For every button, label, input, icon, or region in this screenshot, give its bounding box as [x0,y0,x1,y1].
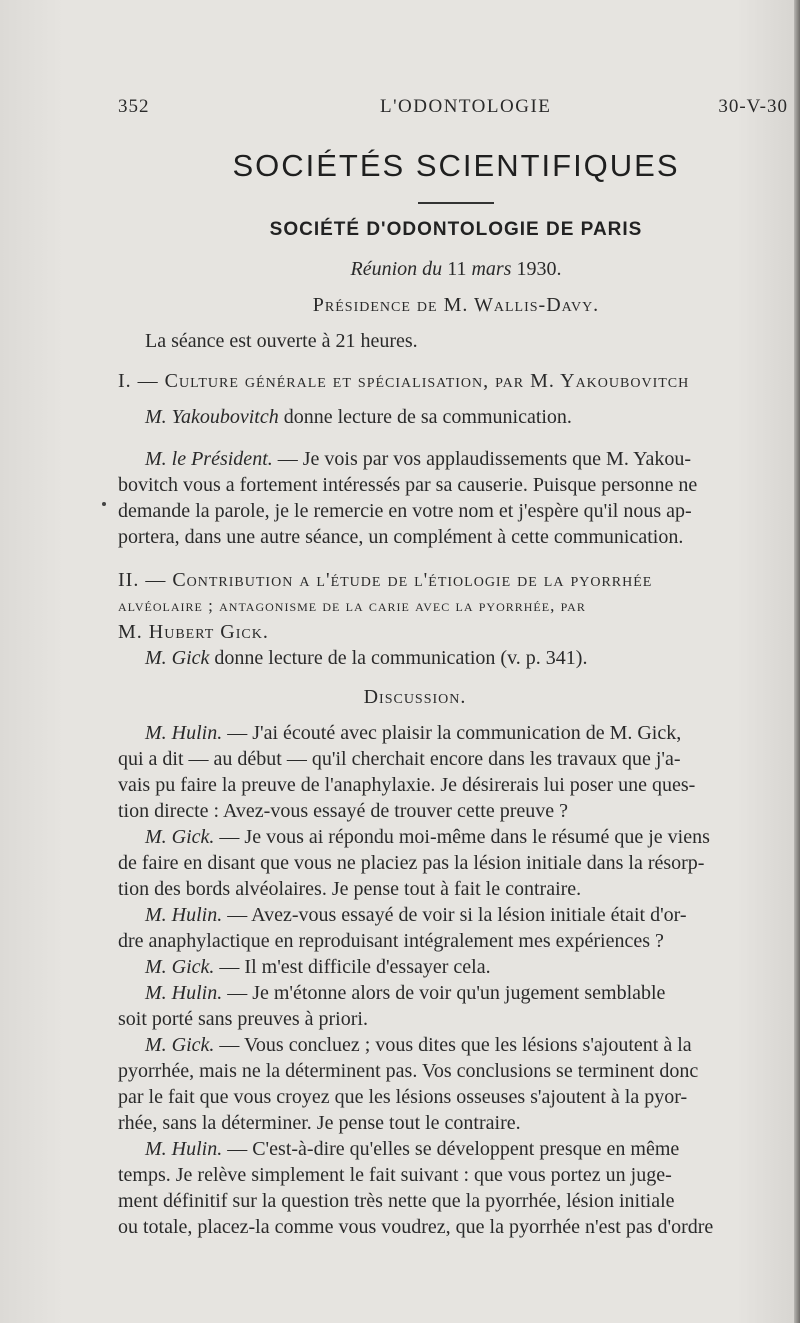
section-2-heading-1: II. — Contribution a l'étude de l'étiologie de la pyorrhée [118,569,653,591]
section-1 [118,368,790,430]
title-rule [418,202,494,204]
section-2-heading-2: alvéolaire ; antagonisme de la carie avec la pyorrhée, par [118,596,586,615]
discussion-heading-wrap [118,684,712,710]
running-header [118,96,788,126]
discussion-heading: Discussion. [363,686,467,708]
society-name: SOCIÉTÉ D'ODONTOLOGIE DE PARIS [269,219,643,240]
issue-date: 30-V-30 [718,96,788,117]
section-2-heading-3: M. Hubert Gick. [118,621,269,643]
meeting-date: Réunion du 11 mars 1930. [350,258,562,280]
section-1-text: M. Yakoubovitch donne lecture de sa communication. [145,406,572,428]
page-edge-shadow [794,0,800,1323]
section-title: SOCIÉTÉS SCIENTIFIQUES [232,148,680,183]
president-paragraph: M. le Président. — Je vois par vos applaudissements que M. Yakou- bovitch vous a fortement intéressés par sa causerie. Puisque personne ne demande la parole, je le remercie en votre nom et j'espère qu'il nous ap- portera, dans une autre séance, un complément à cette communication. [118,448,698,548]
discussion: M. Hulin. — J'ai écouté avec plaisir la communication de M. Gick, qui a dit — au début — qu'il cherchait encore dans les travaux que j'a- vais pu faire la preuve de l'anaphylaxie. Je désirerais lui poser une ques- tion directe : Avez-vous essayé de trouver cette preuve ? M. Gick. — Je vous ai répondu moi-même dans le résumé que je viens de faire en disant que vous ne placiez pas la lésion initiale dans la résorp- tion des bords alvéolaires. Je pense tout à fait le contraire. M. Hulin. — Avez-vous essayé de voir si la lésion initiale était d'or- dre anaphylactique en reproduisant intégralement mes expériences ? M. Gick. — Il m'est difficile d'essayer cela. M. Hulin. — Je m'étonne alors de voir qu'un jugement semblable soit porté sans preuves à priori. M. Gick. — Vous concluez ; vous dites que les lésions s'ajoutent à la pyorrhée, mais ne la déterminent pas. Vos conclusions se terminent donc par le fait que vous croyez que les lésions osseuses s'ajoutent à la pyor- rhée, sans la déterminer. Je pense tout le contraire. M. Hulin. — C'est-à-dire qu'elles se développent presque en même temps. Je relève simplement le fait suivant : que vous portez un juge- ment définitif sur la question très nette que la pyorrhée, lésion initiale ou totale, placez-la comme vous voudrez, que la pyorrhée n'est pas d'ordre [118,722,714,1238]
margin-mark [102,502,106,506]
opening-paragraph: La séance est ouverte à 21 heures. [145,330,418,352]
section-2 [118,567,790,671]
presidence-line: Présidence de M. Wallis-Davy. [312,294,600,316]
section-1-heading: I. — Culture générale et spécialisation, par M. Yakoubovitch [118,370,690,392]
journal-title: L'ODONTOLOGIE [380,96,552,117]
page-number: 352 [118,96,150,117]
section-2-text: M. Gick donne lecture de la communication (v. p. 341). [145,647,588,669]
